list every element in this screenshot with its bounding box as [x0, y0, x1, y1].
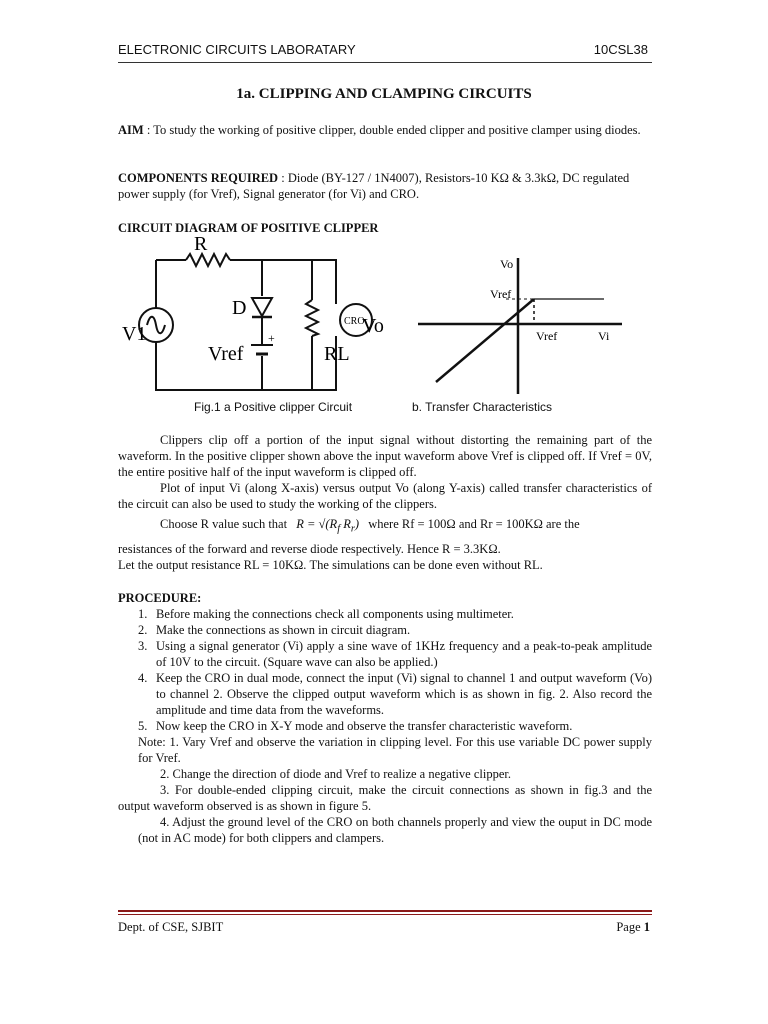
procedure-heading: PROCEDURE:: [118, 591, 202, 605]
components-label: COMPONENTS REQUIRED: [118, 171, 279, 185]
figure-caption-a: Fig.1 a Positive clipper Circuit: [194, 400, 353, 414]
note-2: 2. Change the direction of diode and Vref to realize a negative clipper.: [160, 767, 511, 781]
footer-page: [616, 920, 650, 935]
page-header: [118, 42, 650, 62]
vo-label: Vo: [362, 315, 384, 337]
footer-rule-thin: [118, 914, 652, 915]
transfer-characteristics-graph: [412, 248, 632, 398]
diode-d-label: D: [232, 297, 247, 319]
svg-text:+: +: [268, 331, 275, 345]
note-3: 3. For double-ended clipping circuit, make the circuit connections as shown in fig.3 and the output waveform observed is as shown in figure 5.: [118, 783, 652, 813]
load-resistor-icon: [306, 300, 318, 336]
header-rule: [118, 62, 652, 63]
circuit-heading: CIRCUIT DIAGRAM OF POSITIVE CLIPPER: [118, 221, 379, 235]
cro-label: CRO: [344, 316, 365, 327]
components-text: : Diode (BY-127 / 1N4007), Resistors-10 KΩ & 3.3kΩ, DC regulated power supply (for Vref), Signal generator (for Vi) and CRO.: [118, 171, 630, 201]
page-number: 1: [643, 920, 650, 934]
procedure-step: 1. Before making the connections check all components using multimeter.: [138, 607, 514, 621]
components-paragraph: [118, 170, 652, 202]
choose-r-text: Choose R value such that: [160, 517, 288, 531]
diode-icon: [252, 298, 272, 316]
vi-label: V1: [122, 323, 147, 345]
resistor-r-label: R: [194, 233, 208, 255]
procedure-step: 3. Using a signal generator (Vi) apply a sine wave of 1KHz frequency and a peak-to-peak amplitude of 10V to the circuit. (Square wave can also be applied.): [138, 639, 652, 669]
r-formula: $R = √(R_f$ $R_r$): [296, 517, 360, 535]
footer-rule: [118, 910, 652, 912]
choose-r-text-2: where Rf = 100Ω and Rr = 100KΩ are the: [368, 517, 580, 531]
note-4: 4. Adjust the ground level of the CRO on both channels properly and view the ouput in DC mode (not in AC mode) for both clippers and clampers.: [138, 815, 652, 845]
vref-x-label: Vref: [536, 329, 558, 343]
paragraph-resistances: resistances of the forward and reverse diode respectively. Hence R = 3.3KΩ.: [118, 542, 501, 556]
procedure-step: 2. Make the connections as shown in circuit diagram.: [138, 623, 411, 637]
aim-label: AIM: [118, 123, 144, 137]
vref-y-label: Vref: [490, 287, 512, 301]
footer-department: Dept. of CSE, SJBIT: [118, 920, 224, 934]
paragraph-choose-r: [118, 516, 652, 538]
vi-axis-label: Vi: [598, 329, 610, 343]
note-1: Note: 1. Vary Vref and observe the variation in clipping level. For this use variable DC power supply for Vref.: [138, 735, 652, 765]
positive-clipper-circuit-diagram: [118, 232, 388, 400]
vo-axis-label: Vo: [500, 257, 514, 271]
procedure-step: 5. Now keep the CRO in X-Y mode and observe the transfer characteristic waveform.: [138, 719, 573, 733]
rl-label: RL: [324, 343, 350, 365]
header-right: 10CSL38: [593, 42, 648, 57]
header-left: ELECTRONIC CIRCUITS LABORATARY: [118, 42, 356, 57]
page-label: Page: [616, 920, 644, 934]
paragraph-output-resistance: Let the output resistance RL = 10KΩ. The simulations can be done even without RL.: [118, 558, 543, 572]
page-title: 1a. CLIPPING AND CLAMPING CIRCUITS: [236, 86, 532, 102]
figure-caption-b: b. Transfer Characteristics: [412, 400, 553, 414]
aim-text: : To study the working of positive clipper, double ended clipper and positive clamper using diodes.: [143, 123, 641, 137]
vref-label: Vref: [208, 343, 244, 365]
paragraph-transfer: Plot of input Vi (along X-axis) versus output Vo (along Y-axis) called transfer characteristics of the circuit can also be used to study the working of the clippers.: [118, 481, 652, 511]
procedure-list: [118, 606, 652, 846]
procedure-step: 4. Keep the CRO in dual mode, connect the input (Vi) signal to channel 1 and output waveform (Vo) to channel 2. Observe the clipped output waveform which is as shown in fig. 2. Also record the amplitude and time data from the waveforms.: [138, 671, 652, 717]
paragraph-clippers: Clippers clip off a portion of the input signal without distorting the remaining part of the waveform. In the positive clipper shown above the input waveform above Vref is clipped off. If Vref = 0V, the entire positive half of the input waveform is clipped off.: [118, 433, 652, 479]
aim-paragraph: [118, 122, 652, 138]
